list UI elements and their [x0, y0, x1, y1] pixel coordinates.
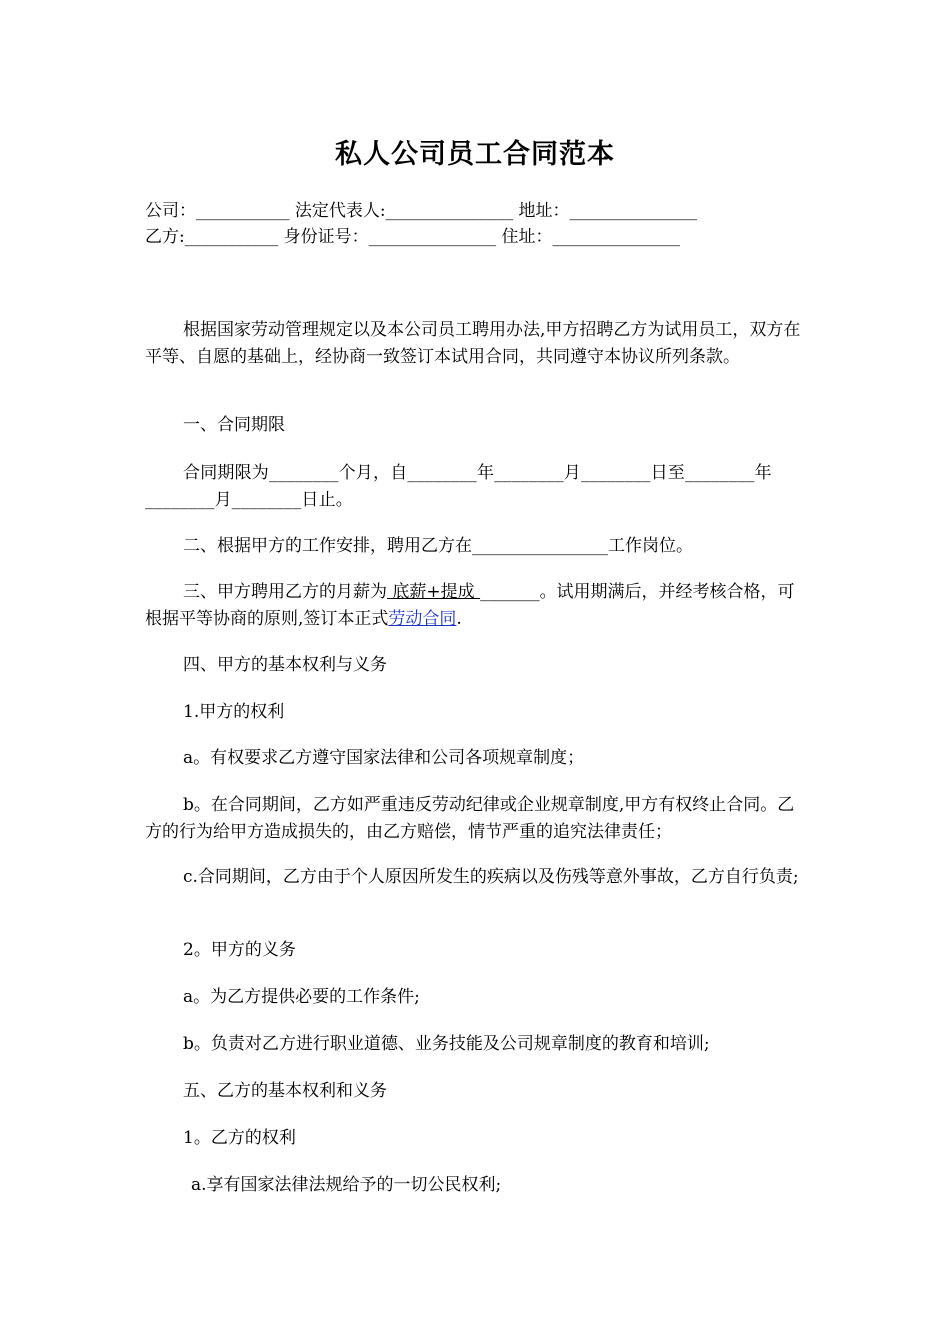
- section-4-title: 四、甲方的基本权利与义务: [183, 655, 387, 675]
- section-3-end: .: [456, 609, 462, 629]
- section-4-2-b: b。负责对乙方进行职业道德、业务技能及公司规章制度的教育和培训;: [183, 1034, 710, 1054]
- intro-paragraph: 根据国家劳动管理规定以及本公司员工聘用办法,甲方招聘乙方为试用员工，双方在平等、自愿的基础上，经协商一致签订本试用合同，共同遵守本协议所列条款。: [145, 320, 801, 367]
- section-4-1-c: c.合同期间，乙方由于个人原因所发生的疾病以及伤残等意外事故，乙方自行负责;: [183, 867, 799, 887]
- document-title: 私人公司员工合同范本: [335, 139, 615, 170]
- header-company-line: 公司：___________ 法定代表人:_______________ 地址：_______________: [145, 201, 698, 221]
- section-3-text: [145, 579, 810, 633]
- section-3-prefix: 三、甲方聘用乙方的月薪为: [183, 582, 387, 602]
- salary-value: 底薪+提成: [387, 582, 481, 602]
- section-1-title: 一、合同期限: [183, 415, 285, 435]
- section-4-1-b: b。在合同期间，乙方如严重违反劳动纪律或企业规章制度,甲方有权终止合同。乙方的行为给甲方造成损失的，由乙方赔偿，情节严重的追究法律责任；: [145, 795, 795, 842]
- section-3-middle: 。试用期满后，并经考核合格，可根据平等协商的原则,签订本正式: [145, 582, 795, 629]
- header-party-b-line: 乙方:___________ 身份证号：_______________ 住址：_______________: [145, 227, 681, 247]
- section-4-2-a: a。为乙方提供必要的工作条件;: [183, 987, 420, 1007]
- labor-contract-link[interactable]: 劳动合同: [388, 609, 457, 629]
- section-5-1-title: 1。乙方的权利: [183, 1128, 296, 1148]
- section-5-1-a: a.享有国家法律法规给予的一切公民权利;: [191, 1175, 502, 1195]
- section-4-1-title: 1.甲方的权利: [183, 702, 285, 722]
- section-5-title: 五、乙方的基本权利和义务: [183, 1081, 387, 1101]
- section-2-text: 二、根据甲方的工作安排，聘用乙方在________________工作岗位。: [183, 536, 693, 556]
- section-4-1-a: a。有权要求乙方遵守国家法律和公司各项规章制度；: [183, 748, 585, 768]
- salary-blank: _______: [480, 582, 540, 602]
- section-1-text: 合同期限为________个月，自________年________月________日至________年________月________日止。: [145, 463, 772, 510]
- section-4-2-title: 2。甲方的义务: [183, 940, 296, 960]
